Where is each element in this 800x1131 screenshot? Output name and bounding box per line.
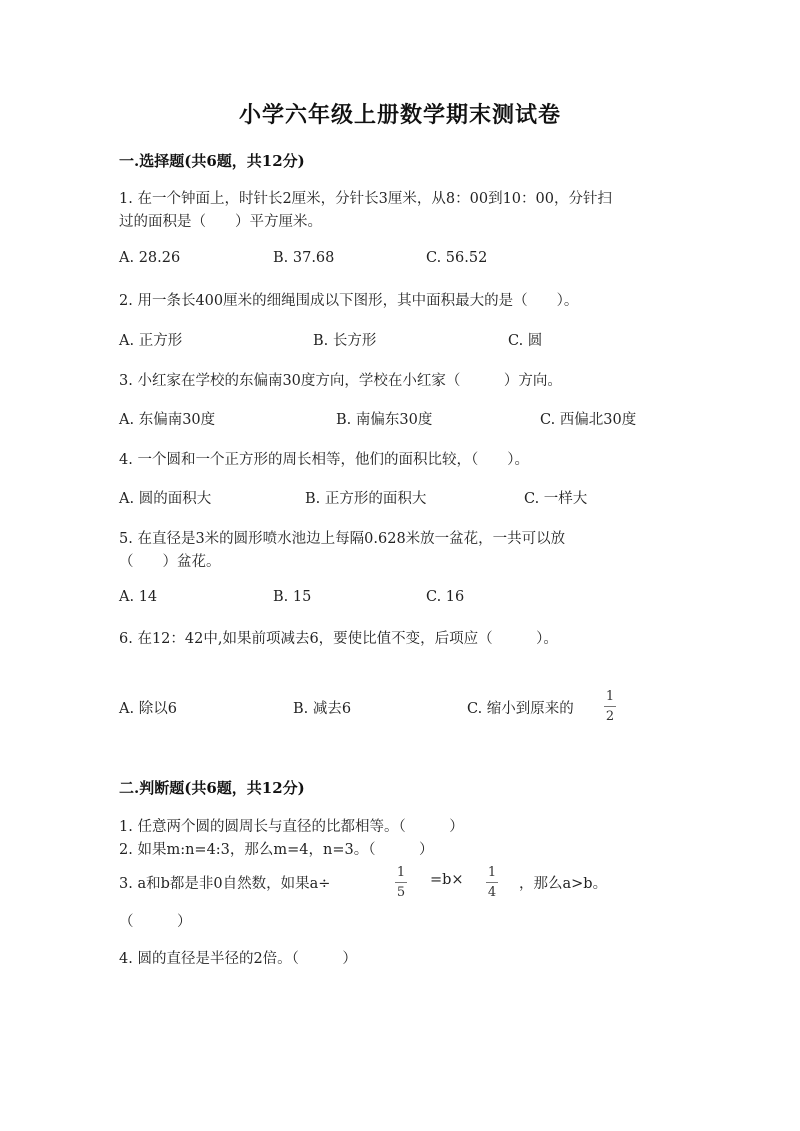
section-heading-choice: 一.选择题(共6题，共12分) (119, 152, 305, 170)
fraction-denominator: 2 (605, 709, 615, 724)
question-3-option-a: A. 东偏南30度 (119, 412, 216, 428)
page-title: 小学六年级上册数学期末测试卷 (238, 102, 561, 128)
judgement-3-part-2: =b× (430, 872, 464, 888)
question-5-option-b: B. 15 (273, 589, 312, 605)
fraction-numerator: 1 (396, 865, 406, 880)
fraction-bar (604, 706, 616, 707)
question-6-option-c: C. 缩小到原来的 (467, 701, 574, 717)
question-1-option-a: A. 28.26 (119, 250, 181, 266)
fraction-numerator: 1 (605, 689, 615, 704)
question-4-option-a: A. 圆的面积大 (119, 491, 212, 507)
question-6-option-a: A. 除以6 (119, 701, 177, 717)
judgement-2-text: 2. 如果m:n=4:3，那么m=4，n=3。（ ） (119, 842, 434, 858)
question-5-line-2: （ ）盆花。 (119, 554, 221, 570)
question-3-option-b: B. 南偏东30度 (336, 412, 433, 428)
question-4-option-c: C. 一样大 (524, 491, 588, 507)
question-1-option-b: B. 37.68 (273, 250, 335, 266)
question-2-option-a: A. 正方形 (119, 333, 183, 349)
fraction-bar (486, 882, 498, 883)
question-6-option-b: B. 减去6 (293, 701, 352, 717)
question-1-line-1: 1. 在一个钟面上，时针长2厘米，分针长3厘米，从8：00到10：00，分针扫 (119, 191, 612, 207)
question-2-option-c: C. 圆 (508, 333, 543, 349)
fraction-numerator: 1 (487, 865, 497, 880)
question-1-option-c: C. 56.52 (426, 250, 488, 266)
section-heading-judgement: 二.判断题(共6题，共12分) (119, 779, 305, 797)
question-3-option-c: C. 西偏北30度 (540, 412, 637, 428)
fraction-denominator: 5 (396, 885, 406, 900)
judgement-3-part-1: 3. a和b都是非0自然数，如果a÷ (119, 876, 331, 892)
question-5-option-c: C. 16 (426, 589, 465, 605)
question-2-text: 2. 用一条长400厘米的细绳围成以下图形，其中面积最大的是（ ）。 (119, 293, 579, 309)
question-6-fraction (604, 688, 616, 725)
question-4-text: 4. 一个圆和一个正方形的周长相等，他们的面积比较，（ ）。 (119, 452, 529, 468)
judgement-3-part-3: ，那么a>b。 (519, 876, 608, 892)
judgement-3-fraction-2 (486, 864, 498, 901)
judgement-3-fraction-1 (395, 864, 407, 901)
question-4-option-b: B. 正方形的面积大 (305, 491, 427, 507)
fraction-bar (395, 882, 407, 883)
fraction-denominator: 4 (487, 885, 497, 900)
question-5-option-a: A. 14 (119, 589, 158, 605)
question-1-line-2: 过的面积是（ ）平方厘米。 (119, 214, 322, 230)
question-3-text: 3. 小红家在学校的东偏南30度方向，学校在小红家（ ）方向。 (119, 373, 562, 389)
judgement-1-text: 1. 任意两个圆的圆周长与直径的比都相等。（ ） (119, 819, 464, 835)
question-5-line-1: 5. 在直径是3米的圆形喷水池边上每隔0.628米放一盆花，一共可以放 (119, 531, 566, 547)
judgement-3-answer-blank: （ ） (119, 914, 192, 930)
question-6-text: 6. 在12：42中,如果前项减去6，要使比值不变，后项应（ ）。 (119, 631, 558, 647)
question-2-option-b: B. 长方形 (313, 333, 377, 349)
judgement-4-text: 4. 圆的直径是半径的2倍。（ ） (119, 951, 357, 967)
